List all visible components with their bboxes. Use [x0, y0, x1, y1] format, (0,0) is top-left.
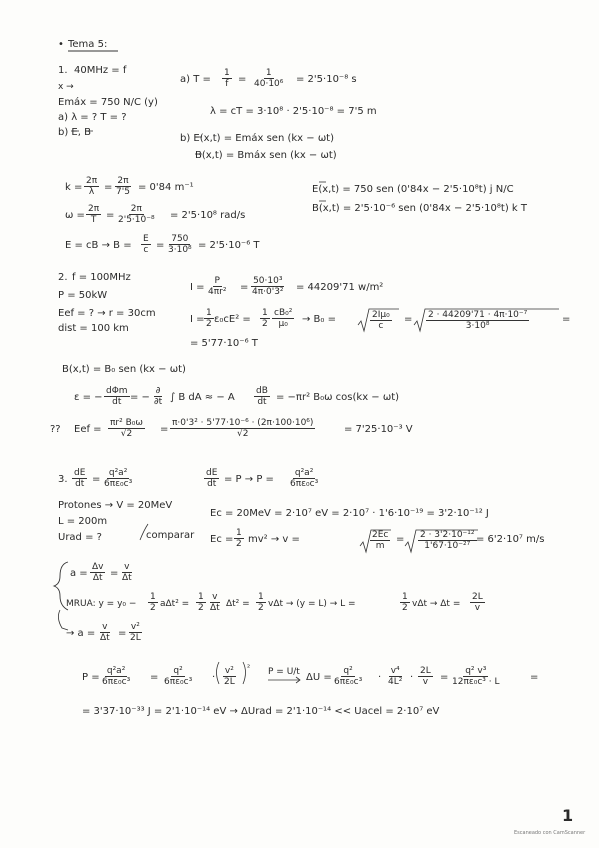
- p2-eef-frac1: $\frac{\text{πr² B₀ω}}{√2}$: [110, 418, 143, 439]
- p2-emf-label: ε = −: [74, 392, 103, 403]
- p2-I2-frac3: $\frac{\text{cB₀²}}{\text{μ₀}}$: [274, 308, 293, 329]
- p1-B-result-value: = 2'5·10⁻⁶ T: [198, 240, 260, 251]
- p3-a-label: a =: [70, 568, 88, 579]
- p1-k-frac2: $\frac{2\pi}{7'5}$: [116, 176, 130, 197]
- p2-emf-frac3: $\frac{dB}{dt}$: [256, 386, 268, 407]
- p3-p-frac1: $\frac{dE}{dt}$: [206, 468, 218, 489]
- p1-e-frac2: $\frac{750}{\text{3·10⁸}}$: [168, 234, 192, 255]
- page-number: 1: [562, 806, 574, 825]
- p3-a2-f1: $\frac{v}{\Delta t}$: [100, 622, 110, 643]
- p2-I2-mid: ε₀cE² =: [214, 314, 251, 325]
- p3-mrua-f3: $\frac{v}{\Delta t}$: [210, 592, 220, 613]
- p1-w-frac2: $\frac{2\pi}{\text{2'5·10⁻⁸}}$: [118, 204, 155, 225]
- p3-mrua-d: vΔt → (y = L) → L =: [268, 599, 356, 609]
- p3-mrua-b: aΔt² =: [160, 599, 190, 609]
- p3-P-arrow-label: P = U/t: [268, 667, 300, 677]
- p3-P-f1: $\frac{\text{q²a²}}{\text{6πε₀c³}}$: [102, 666, 131, 687]
- p2-B0-result: = 5'77·10⁻⁶ T: [190, 338, 258, 349]
- p2-I-frac1: $\frac{P}{\text{4πr²}}$: [208, 276, 227, 297]
- p1-number: 1.: [58, 65, 68, 76]
- p2-eef-frac2: $\frac{\text{π·0'3² · 5'77·10⁻⁶ · (2π·100·10⁶)}}{√2}$: [172, 418, 314, 439]
- p3-ec-half: $\frac{1}{2}$: [236, 528, 242, 549]
- equals-sign: =: [156, 240, 165, 251]
- p3-dU-dot: ·: [410, 672, 414, 683]
- p2-I-label: I =: [190, 282, 205, 293]
- p3-ec-label: Ec =: [210, 534, 234, 545]
- p3-mrua-f6: $\frac{2L}{v}$: [472, 592, 483, 613]
- bullet: •: [58, 39, 64, 50]
- p1-w-frac1: $\frac{2\pi}{T}$: [88, 204, 100, 225]
- p3-P-f2: $\frac{\text{q²}}{\text{6πε₀c³}}$: [164, 666, 193, 687]
- p2-sqrt2: $\frac{\text{2 · 44209'71 · 4π·10⁻⁷}}{\text{3·10⁸}}$: [428, 310, 528, 331]
- p3-dU-label: ΔU =: [306, 672, 332, 683]
- p2-I-frac2: $\frac{\text{50·10³}}{\text{4π·0'3²}}$: [252, 276, 284, 297]
- equals-sign: =: [150, 672, 159, 683]
- p1-wavelength: λ = cT = 3·10⁸ · 2'5·10⁻⁸ = 7'5 m: [210, 106, 377, 117]
- p3-length: L = 200m: [58, 516, 108, 527]
- p3-P-f3: $\frac{\text{v²}}{2L}$: [224, 666, 235, 687]
- equals-sign: =: [240, 282, 249, 293]
- p2-I2-frac2: $\frac{1}{2}$: [262, 308, 268, 329]
- p3-dEdt: $\frac{dE}{dt}$: [74, 468, 86, 489]
- p3-mrua-c: Δt² =: [226, 599, 250, 609]
- p1-ecb: E = cB → B =: [65, 240, 132, 251]
- equals-sign: =: [562, 314, 571, 325]
- p3-urad: Urad = ?: [58, 532, 102, 543]
- scanner-watermark: Escaneado con CamScanner: [514, 830, 586, 836]
- p1-w-label: ω =: [65, 210, 85, 221]
- p1-E-field-eq: b) E(x,t) = Emáx sen (kx − ωt): [180, 133, 335, 144]
- equals-sign: =: [106, 210, 115, 221]
- p1-a-fraction2: $\frac{1}{\text{40·10⁶}}$: [254, 68, 284, 89]
- p3-comparar: comparar: [146, 530, 195, 541]
- p2-power: P = 50kW: [58, 290, 108, 301]
- p1-w-result: = 2'5·10⁸ rad/s: [170, 210, 246, 221]
- p3-ec-sqrt2: $\frac{\text{2 · 3'2·10⁻¹²}}{\text{1'67·10⁻²⁷}}$: [420, 530, 475, 551]
- p2-emf-frac1: dΦm dt: [106, 386, 128, 407]
- p3-ec-sqrt1: $\frac{2Ec}{m}$: [372, 530, 389, 551]
- p3-ec-arrow: mv² → v =: [248, 534, 300, 545]
- equals-sign: =: [440, 672, 449, 683]
- p3-dU-f3: $\frac{2L}{v}$: [420, 666, 431, 687]
- p3-dU-f1: $\frac{\text{q²}}{\text{6πε₀c³}}$: [334, 666, 363, 687]
- p3-a-frac2: $\frac{v}{\Delta t}$: [122, 562, 132, 583]
- p3-P-arrow: = P → P =: [224, 474, 274, 485]
- p2-I2-label: I =: [190, 314, 205, 325]
- p1-a-fraction1: $\frac{1}{f}$: [224, 68, 230, 89]
- equals-sign: =: [530, 672, 539, 683]
- p3-velocity-result: = 6'2·10⁷ m/s: [476, 534, 545, 545]
- p3-p-frac2: $\frac{\text{q²a²}}{\text{6πε₀c³}}$: [290, 468, 319, 489]
- equals-sign: =: [160, 424, 169, 435]
- p3-mrua-f1: $\frac{1}{2}$: [150, 592, 156, 613]
- p1-k-result: = 0'84 m⁻¹: [138, 182, 194, 193]
- p3-number: 3.: [58, 474, 68, 485]
- p3-P-square: ²: [247, 663, 251, 672]
- p2-question-marks: ??: [50, 424, 61, 435]
- equals-sign: =: [92, 474, 101, 485]
- p1-a-label: a) T =: [180, 74, 211, 85]
- p3-protons: Protones → V = 20MeV: [58, 500, 173, 511]
- p2-number: 2.: [58, 272, 68, 283]
- p1-question-a: a) λ = ? T = ?: [58, 112, 127, 123]
- p2-B0-arrow: → B₀ =: [302, 314, 336, 325]
- p3-dU-f4: $\frac{\text{q² v³}}{\text{12πε₀c³ · L}}$: [452, 666, 500, 687]
- p2-I2-frac1: $\frac{1}{2}$: [206, 308, 212, 329]
- p1-question-b: b) E, B: [58, 127, 91, 138]
- equals-sign: =: [118, 628, 127, 639]
- equals-sign: =: [404, 314, 413, 325]
- p1-k-label: k =: [65, 182, 83, 193]
- p2-emf-result: = −πr² B₀ω cos(kx − ωt): [276, 392, 400, 403]
- p2-I-result: = 44209'71 w/m²: [296, 282, 384, 293]
- p3-mrua-e: vΔt → Δt =: [412, 599, 461, 609]
- p1-B-result: B(x,t) = 2'5·10⁻⁶ sen (0'84x − 2'5·10⁸t) k T: [312, 203, 527, 214]
- equals-sign: =: [104, 182, 113, 193]
- p2-eef-question: Eef = ? → r = 30cm: [58, 308, 156, 319]
- p1-e-frac1: $\frac{E}{c}$: [143, 234, 149, 255]
- p3-mrua-f5: $\frac{1}{2}$: [402, 592, 408, 613]
- p3-mrua-f2: $\frac{1}{2}$: [198, 592, 204, 613]
- p3-larmor: $\frac{\text{q²a²}}{\text{6πε₀c³}}$: [104, 468, 133, 489]
- p2-sqrt1: $\frac{\text{2Iμ₀}}{c}$: [372, 310, 390, 331]
- p3-dU-dot: ·: [378, 672, 382, 683]
- p3-P-dot: ·: [212, 672, 216, 683]
- p2-eef-result: = 7'25·10⁻³ V: [344, 424, 413, 435]
- p1-emax: Emáx = 750 N/C (y): [58, 97, 158, 108]
- p1-k-frac1: $\frac{2\pi}{\lambda}$: [86, 176, 98, 197]
- p1-frequency: 40MHz = f: [74, 65, 127, 76]
- p2-emf-frac2: ∂ ∂t: [154, 386, 163, 407]
- p3-mrua-f4: $\frac{1}{2}$: [258, 592, 264, 613]
- equals-sign: =: [110, 568, 119, 579]
- equals-sign: =: [238, 74, 247, 85]
- p2-distance: dist = 100 km: [58, 323, 129, 334]
- p1-direction: x →: [58, 82, 74, 92]
- p3-a-frac1: $\frac{\Delta v}{\Delta t}$: [92, 562, 104, 583]
- p2-Bxt: B(x,t) = B₀ sen (kx − ωt): [62, 364, 186, 375]
- equals-sign: =: [396, 534, 405, 545]
- p2-eef-label: Eef =: [74, 424, 102, 435]
- p1-B-field-eq: B(x,t) = Bmáx sen (kx − ωt): [195, 150, 337, 161]
- p3-a2-f2: $\frac{\text{v²}}{2L}$: [130, 622, 141, 643]
- p3-final-result: = 3'37·10⁻³³ J = 2'1·10⁻¹⁴ eV → ΔUrad = 2'1·10⁻¹⁴ << Uacel = 2·10⁷ eV: [82, 706, 440, 717]
- p3-mrua: MRUA: y = y₀ −: [66, 599, 137, 609]
- p3-P-label: P =: [82, 672, 100, 683]
- p3-a2-label: → a =: [66, 628, 96, 639]
- p2-emf-eq: = −: [130, 392, 150, 403]
- p1-E-result: E(x,t) = 750 sen (0'84x − 2'5·10⁸t) j N/C: [312, 184, 514, 195]
- page-title: Tema 5:: [68, 39, 108, 50]
- p2-frequency: f = 100MHz: [72, 272, 131, 283]
- p3-ec-energy: Ec = 20MeV = 2·10⁷ eV = 2·10⁷ · 1'6·10⁻¹⁹ = 3'2·10⁻¹² J: [210, 508, 489, 519]
- p3-dU-f2: $\frac{\text{v⁴}}{\text{4L²}}$: [388, 666, 403, 687]
- p2-emf-integral: ∫ B dA ≈ − A: [170, 392, 235, 403]
- p1-period-result: = 2'5·10⁻⁸ s: [296, 74, 357, 85]
